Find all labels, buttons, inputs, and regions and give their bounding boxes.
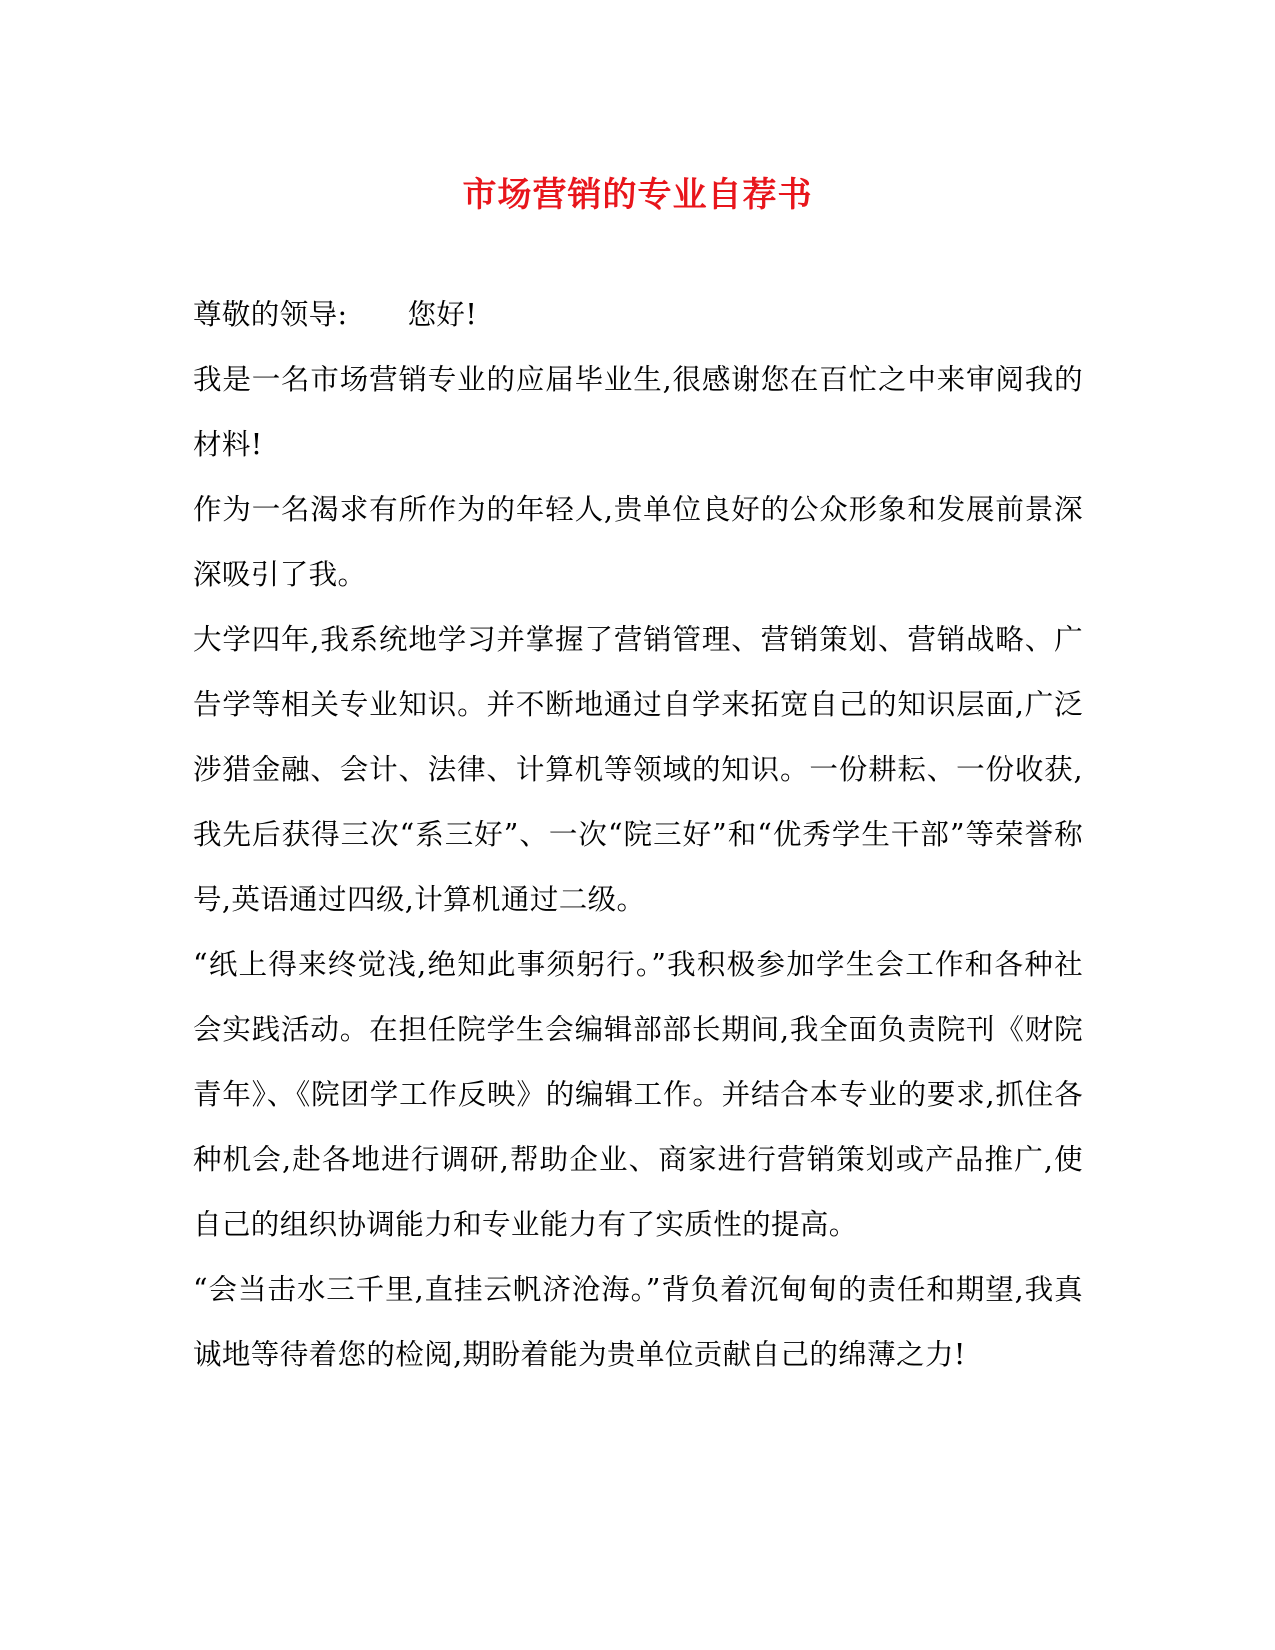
paragraph-4: “纸上得来终觉浅,绝知此事须躬行。”我积极参加学生会工作和各种社会实践活动。在担任院学生会编辑部部长期间,我全面负责院刊《财院青年》、《院团学工作反映》的编辑工作。并结合本专业的要求,抓住各种机会,赴各地进行调研,帮助企业、商家进行营销策划或产品推广,使自己的组织协调能力和专业能力有了实质性的提高。 bbox=[193, 948, 1083, 1241]
document-body bbox=[193, 282, 1083, 1387]
document-title: 市场营销的专业自荐书 bbox=[462, 175, 813, 215]
paragraph-3: 大学四年,我系统地学习并掌握了营销管理、营销策划、营销战略、广告学等相关专业知识。并不断地通过自学来拓宽自己的知识层面,广泛涉猎金融、会计、法律、计算机等领域的知识。一份耕耘、一份收获,我先后获得三次“系三好”、一次“院三好”和“优秀学生干部”等荣誉称号,英语通过四级,计算机通过二级。 bbox=[193, 623, 1083, 916]
paragraph-1: 我是一名市场营销专业的应届毕业生,很感谢您在百忙之中来审阅我的材料! bbox=[193, 363, 1083, 461]
salutation-line bbox=[193, 282, 1083, 347]
paragraph-2: 作为一名渴求有所作为的年轻人,贵单位良好的公众形象和发展前景深深吸引了我。 bbox=[193, 493, 1083, 591]
paragraph-5: “会当击水三千里,直挂云帆济沧海。”背负着沉甸甸的责任和期望,我真诚地等待着您的检阅,期盼着能为贵单位贡献自己的绵薄之力! bbox=[193, 1273, 1083, 1371]
greeting: 您好! bbox=[407, 298, 478, 331]
salutation: 尊敬的领导: bbox=[193, 298, 348, 331]
